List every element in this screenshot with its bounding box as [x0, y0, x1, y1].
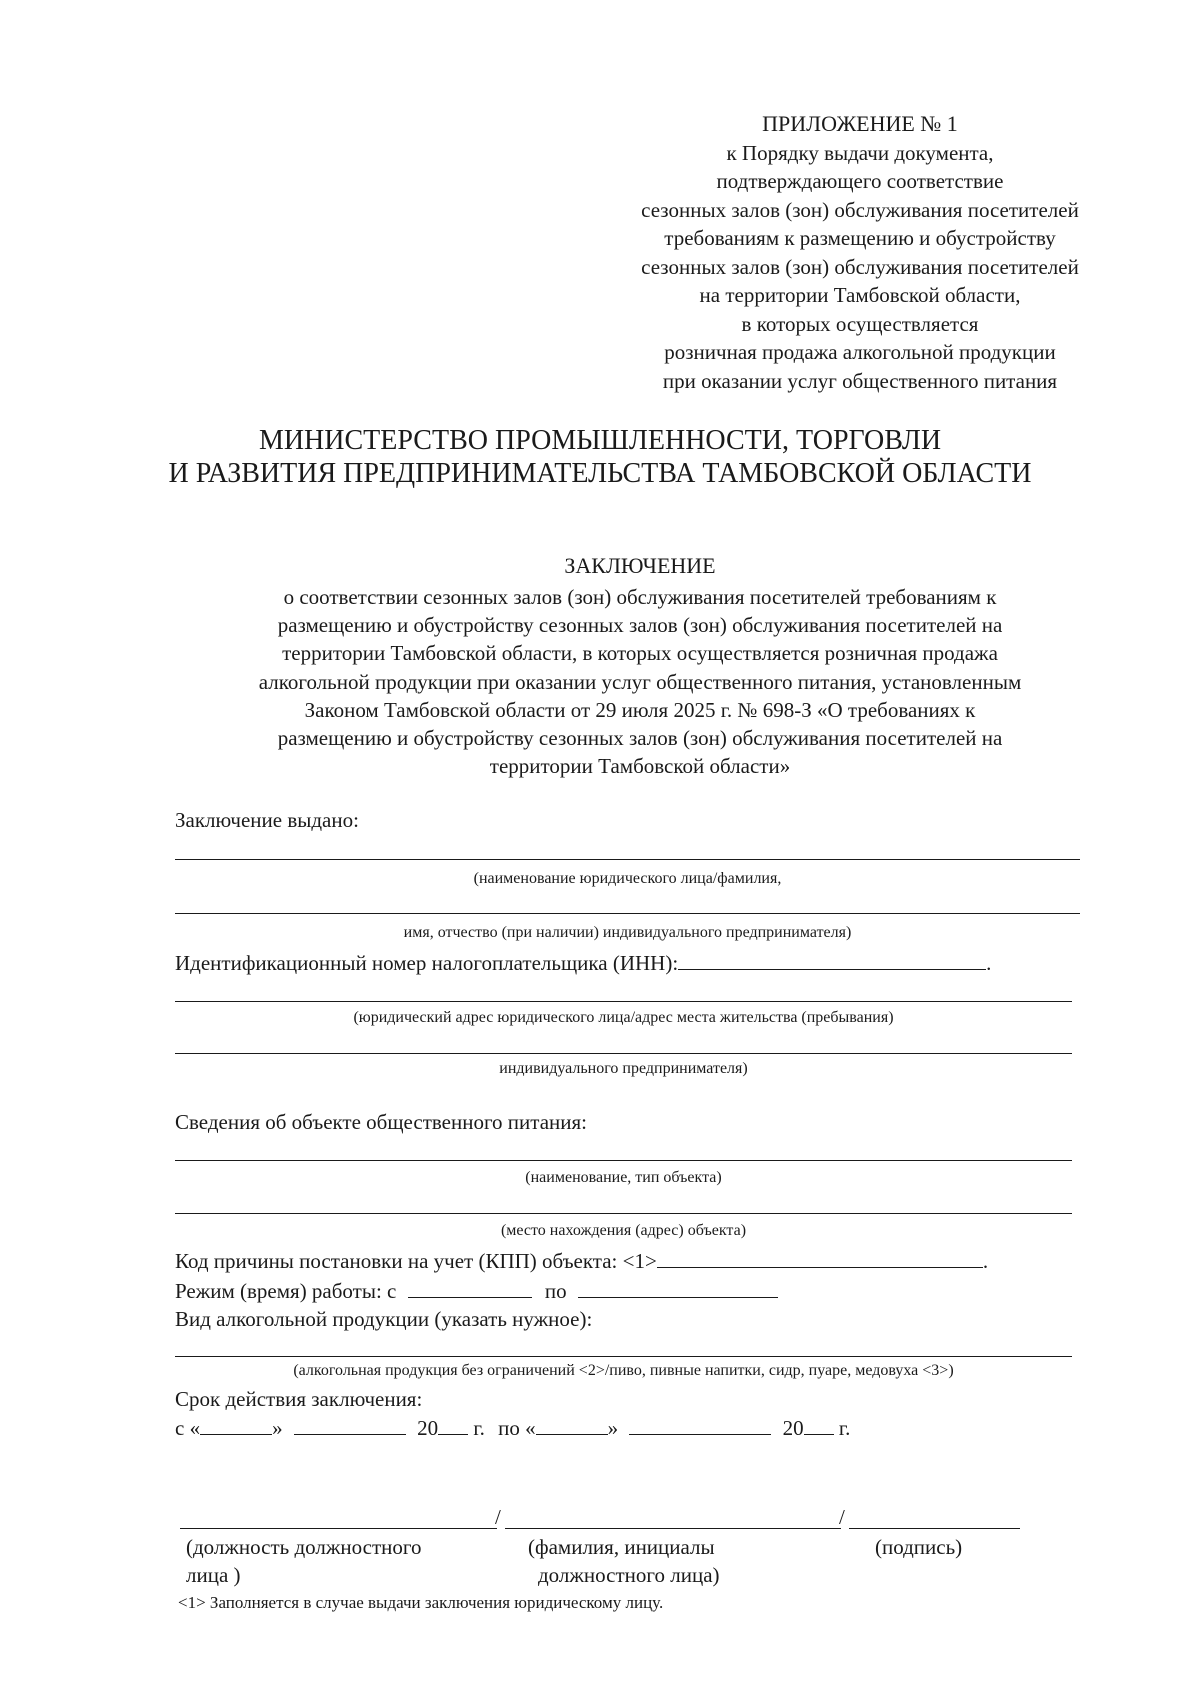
- validity-year-prefix-2: 20: [782, 1416, 804, 1440]
- validity-to-day[interactable]: [536, 1416, 608, 1435]
- address-field-line-2[interactable]: [175, 1053, 1072, 1054]
- signature-name-line[interactable]: [505, 1528, 841, 1529]
- appendix-line: розничная продажа алкогольной продукции: [664, 340, 1056, 364]
- name-field-line-1[interactable]: [175, 859, 1080, 860]
- kpp-end: .: [982, 1249, 989, 1273]
- signature-sign-line[interactable]: [849, 1528, 1020, 1529]
- alcohol-label: Вид алкогольной продукции (указать нужное):: [175, 1307, 593, 1331]
- validity-year-suffix: г.: [473, 1416, 485, 1440]
- name-caption-1: (фамилия, инициалы: [528, 1535, 715, 1559]
- caption-name-1: (наименование юридического лица/фамилия,: [473, 870, 782, 887]
- conclusion-title: ЗАКЛЮЧЕНИЕ: [564, 553, 716, 578]
- appendix-line: сезонных залов (зон) обслуживания посетителей: [641, 197, 1079, 222]
- validity-quote: »: [272, 1416, 283, 1440]
- validity-year-suffix-2: г.: [838, 1416, 851, 1440]
- position-caption-1: (должность должностного: [186, 1535, 422, 1559]
- validity-from-month[interactable]: [294, 1416, 406, 1435]
- validity-year-prefix: 20: [417, 1416, 439, 1440]
- caption-alcohol: (алкогольная продукция без ограничений <2>/пиво, пивные напитки, сидр, пуаре, медовуха <3>): [293, 1362, 954, 1379]
- appendix-header: [600, 110, 1120, 395]
- inn-label: Идентификационный номер налогоплательщика (ИНН):: [175, 951, 679, 975]
- appendix-line: к Порядку выдачи документа,: [726, 140, 994, 165]
- validity-to: по «: [498, 1416, 536, 1440]
- appendix-line: сезонных залов (зон) обслуживания посетителей: [641, 254, 1079, 279]
- signature-name-caption: [528, 1533, 720, 1589]
- hours-to-label: по: [544, 1279, 567, 1303]
- inn-row: [175, 951, 991, 976]
- facility-address-line[interactable]: [175, 1213, 1072, 1214]
- signature-position-caption: [186, 1533, 421, 1589]
- appendix-line: при оказании услуг общественного питания: [662, 368, 1058, 393]
- signature-sign-caption: (подпись): [875, 1535, 963, 1559]
- validity-to-year[interactable]: [804, 1416, 834, 1435]
- conclusion-line: алкогольной продукции при оказании услуг общественного питания, установленным: [258, 669, 1022, 694]
- signature-position-line[interactable]: [180, 1528, 497, 1529]
- conclusion-line: размещению и обустройству сезонных залов (зон) обслуживания посетителей на: [277, 613, 1003, 638]
- appendix-line: подтверждающего соответствие: [716, 169, 1004, 193]
- address-field-line-1[interactable]: [175, 1001, 1072, 1002]
- validity-to-month[interactable]: [629, 1416, 771, 1435]
- conclusion-line: территории Тамбовской области, в которых осуществляется розничная продажа: [282, 641, 998, 666]
- validity-from: с «: [175, 1416, 201, 1440]
- facility-name-line[interactable]: [175, 1160, 1072, 1161]
- ministry-line-2: И РАЗВИТИЯ ПРЕДПРИНИМАТЕЛЬСТВА ТАМБОВСКОЙ ОБЛАСТИ: [168, 458, 1032, 489]
- caption-name-2: имя, отчество (при наличии) индивидуального предпринимателя): [403, 924, 852, 941]
- validity-quote-2: »: [607, 1416, 619, 1440]
- ministry-heading: [160, 424, 1040, 490]
- appendix-title: ПРИЛОЖЕНИЕ № 1: [762, 111, 958, 136]
- caption-address-1: (юридический адрес юридического лица/адрес места жительства (пребывания): [353, 1009, 894, 1026]
- validity-row: [175, 1416, 850, 1441]
- kpp-field[interactable]: [657, 1249, 983, 1268]
- inn-end: .: [986, 951, 992, 975]
- conclusion-line: Законом Тамбовской области от 29 июля 2025 г. № 698-З «О требованиях к: [304, 697, 976, 722]
- appendix-line: на территории Тамбовской области,: [699, 283, 1021, 307]
- signature-slash-2: /: [839, 1505, 845, 1529]
- position-caption-2: лица ): [186, 1563, 241, 1587]
- conclusion-line: о соответствии сезонных залов (зон) обслуживания посетителей требованиям к: [283, 585, 997, 609]
- hours-from-field[interactable]: [408, 1279, 532, 1298]
- signature-slash-1: /: [495, 1505, 501, 1529]
- alcohol-field-line[interactable]: [175, 1356, 1072, 1357]
- conclusion-line: территории Тамбовской области»: [489, 754, 791, 779]
- inn-field[interactable]: [678, 951, 986, 970]
- name-field-line-2[interactable]: [175, 913, 1080, 914]
- conclusion-body: [150, 583, 1130, 780]
- ministry-line-1: МИНИСТЕРСТВО ПРОМЫШЛЕННОСТИ, ТОРГОВЛИ: [258, 425, 942, 456]
- conclusion-line: размещению и обустройству сезонных залов (зон) обслуживания посетителей на: [277, 726, 1003, 751]
- issued-to-label: Заключение выдано:: [175, 808, 359, 832]
- hours-label: Режим (время) работы: с: [175, 1279, 397, 1303]
- facility-label: Сведения об объекте общественного питания:: [175, 1110, 588, 1134]
- appendix-line: требованиям к размещению и обустройству: [664, 226, 1056, 250]
- validity-from-year[interactable]: [438, 1416, 468, 1435]
- hours-row: [175, 1279, 778, 1304]
- kpp-row: [175, 1249, 988, 1274]
- kpp-label: Код причины постановки на учет (КПП) объекта: <1>: [175, 1249, 657, 1273]
- validity-from-day[interactable]: [200, 1416, 272, 1435]
- caption-facility-address: (место нахождения (адрес) объекта): [500, 1222, 747, 1239]
- name-caption-2: должностного лица): [538, 1563, 720, 1587]
- caption-facility-name: (наименование, тип объекта): [525, 1169, 722, 1186]
- footnote: <1> Заполняется в случае выдачи заключения юридическому лицу.: [178, 1593, 664, 1612]
- hours-to-field[interactable]: [578, 1279, 778, 1298]
- caption-address-2: индивидуального предпринимателя): [499, 1060, 748, 1077]
- appendix-line: в которых осуществляется: [741, 311, 979, 336]
- validity-label: Срок действия заключения:: [175, 1387, 423, 1411]
